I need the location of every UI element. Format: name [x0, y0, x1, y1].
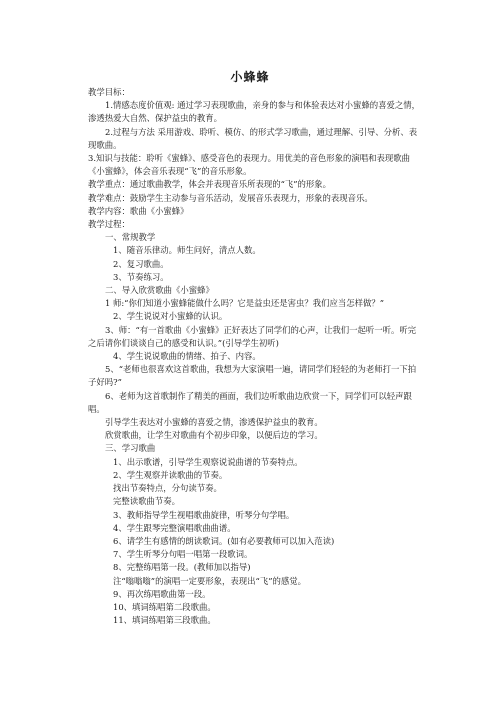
- part3-item-7: 7、学生听琴分句唱一唱第一段歌词。: [113, 549, 253, 560]
- part3-note-3: 注“嗡嗡嗡”的演唱一定要形象，表现出“飞”的感觉。: [113, 575, 306, 586]
- part2-heading: 二、导入欣赏歌曲《小蜜蜂》: [105, 285, 214, 296]
- part2-item-3: 3、师：“有一首歌曲《小蜜蜂》正好表达了同学们的心声，让我们一起听一听。听完之后请你们谈谈自己的感受和认识。”(引导学生初听): [88, 324, 417, 348]
- part1-heading: 一、常规教学: [105, 232, 156, 243]
- objective-3: 3.知识与技能：聆听《蜜蜂》、感受音色的表现力。用优美的音色形象的演唱和表现歌曲《小蜜蜂》，体会音乐表现“飞”的音乐形象。: [88, 153, 411, 177]
- list-item: 1、随音乐律动。师生问好，清点人数。: [113, 245, 261, 256]
- part3-item-8: 8、完整练唱第一段。(教师加以指导): [113, 562, 251, 573]
- list-item: 3、节奏练习。: [113, 271, 169, 282]
- list-item: 2、复习歌曲。: [113, 258, 169, 269]
- objectives-heading: 教学目标：: [88, 87, 130, 97]
- part3-item-2: 2、学生观察并读歌曲的节奏。: [113, 469, 228, 480]
- part2-note-1: 引导学生表达对小蜜蜂的喜爱之情，渗透保护益虫的教育。: [105, 417, 323, 428]
- objective-2: 2.过程与方法 采用游戏、聆听、模仿、的形式学习歌曲，通过理解、引导、分析、表现歌曲。: [88, 126, 418, 150]
- part2-item-1: 1 师:“你们知道小蜜蜂能做什么吗？它是益虫还是害虫？我们应当怎样做？”: [105, 298, 384, 309]
- part2-item-4: 4、学生说说歌曲的情绪、拍子、内容。: [113, 351, 261, 362]
- document-body: [88, 86, 424, 627]
- part3-item-1: 1、出示歌谱，引导学生观察说说曲谱的节奏特点。: [113, 456, 303, 467]
- key-point: 教学重点：通过歌曲教学，体会并表现音乐所表现的“飞”的形象。: [88, 179, 332, 190]
- part3-heading: 三、学习歌曲: [105, 443, 156, 454]
- process-heading: 教学过程：: [88, 219, 130, 230]
- part3-item-11: 11、填词练唱第三段歌曲。: [113, 615, 216, 626]
- part3-note-1: 找出节奏特点，分句读节奏。: [113, 483, 222, 494]
- part3-item-3: 3、教师指导学生视唱歌曲旋律，听琴分句学唱。: [113, 509, 295, 520]
- part3-note-2: 完整读歌曲节奏。: [113, 496, 180, 507]
- part2-item-2: 2、学生说说对小蜜蜂的认识。: [113, 311, 228, 322]
- part2-note-2: 欣赏歌曲，让学生对歌曲有个初步印象，以便后边的学习。: [105, 430, 323, 441]
- part2-item-6: 6、老师为这首歌制作了精美的画面，我们边听歌曲边欣赏一下，同学们可以轻声跟唱。: [88, 390, 412, 414]
- objective-1: 1.情感态度价值观: 通过学习表现歌曲，亲身的参与和体验表达对小蜜蜂的喜爱之情，渗透热爱大自然、保护益虫的教育。: [88, 100, 420, 124]
- teaching-content: 教学内容：歌曲《小蜜蜂》: [88, 205, 189, 216]
- part3-item-6: 6、请学生有感情的朗读歌词。(如有必要教师可以加入范读): [113, 535, 335, 546]
- part3-item-10: 10、填词练唱第二段歌曲。: [113, 601, 216, 612]
- document-title: 小蜂蜂: [230, 70, 270, 84]
- part2-item-5: 5、“老师也很喜欢这首歌曲，我想为大家演唱一遍，请同学们轻轻的为老师打一下拍子好吗?”: [88, 364, 417, 388]
- part3-item-9: 9、再次练唱歌曲第一段。: [113, 588, 211, 599]
- difficulty: 教学难点：鼓励学生主动参与音乐活动，发展音乐表现力，形象的表现音乐。: [88, 192, 373, 203]
- part3-item-4: 4、学生跟琴完整演唱歌曲曲谱。: [113, 522, 236, 533]
